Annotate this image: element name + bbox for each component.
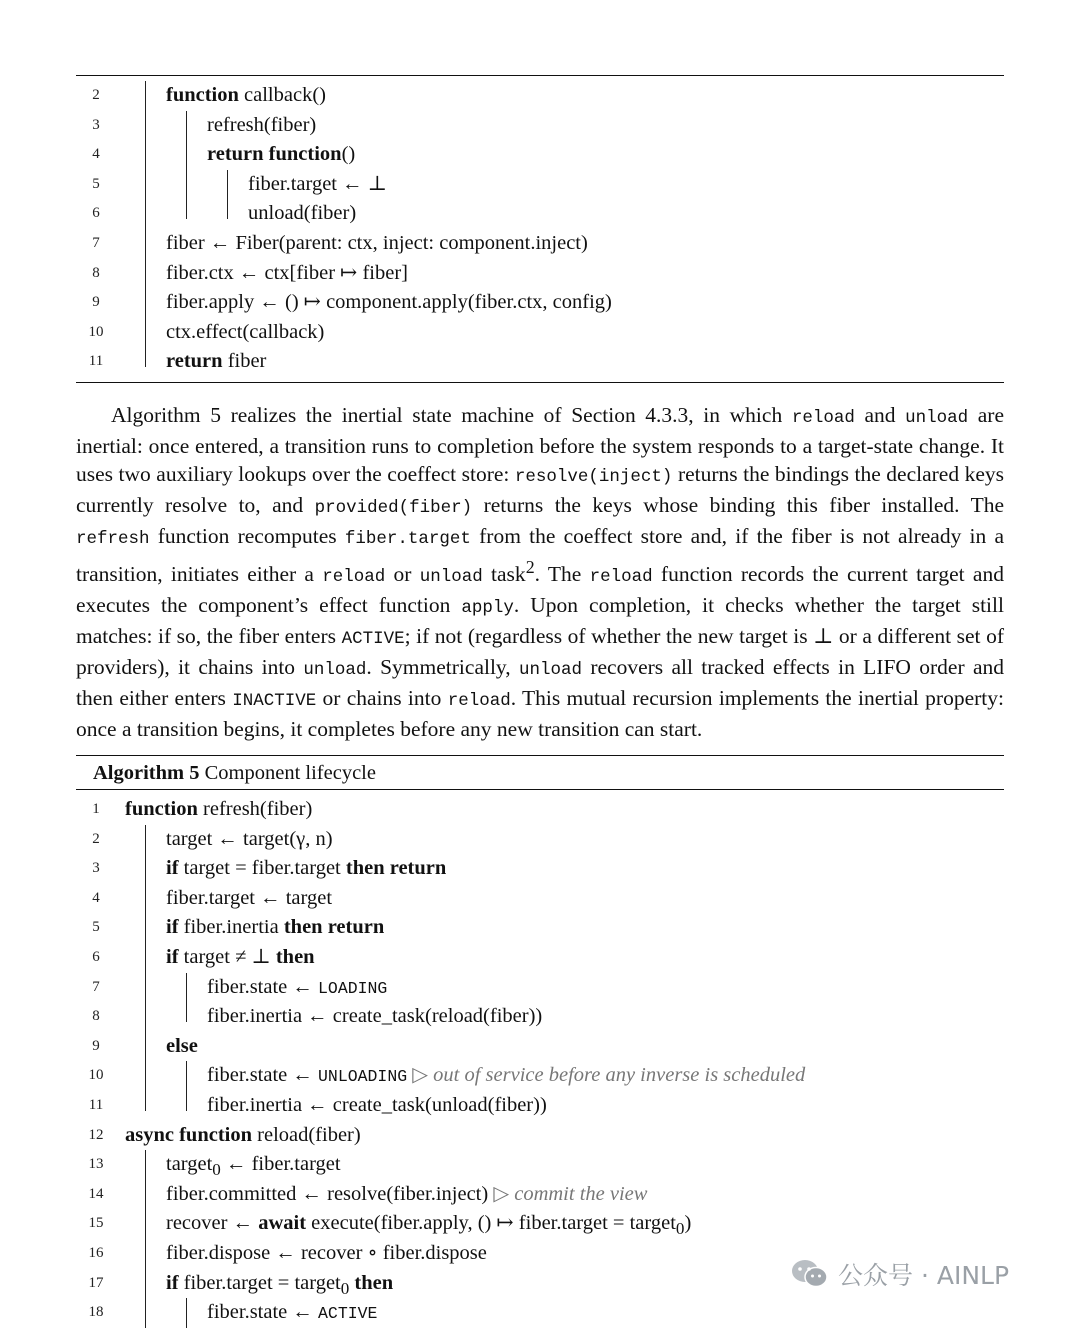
algorithm-line — [76, 170, 1004, 200]
text-segment: fiber.target = target — [178, 1271, 341, 1294]
text-segment: fiber.target ← ⊥ — [248, 172, 388, 195]
line-number: 4 — [92, 889, 100, 906]
text-segment: fiber.ctx ← ctx[fiber ↦ fiber] — [166, 261, 409, 284]
algorithm-line — [76, 1061, 1004, 1091]
algorithm-5-caption — [93, 758, 376, 788]
text-segment: fiber.dispose ← recover ∘ fiber.dispose — [166, 1241, 487, 1264]
code-token: resolve(inject) — [514, 467, 673, 487]
top-algorithm-top-rule — [76, 75, 1004, 76]
text-segment: recover ← — [166, 1212, 259, 1235]
top-algorithm-bottom-rule — [76, 382, 1004, 383]
indent-rule — [227, 170, 228, 200]
keyword: if — [166, 916, 179, 939]
text-segment: or chains into — [316, 686, 448, 711]
text-segment: fiber ← Fiber(parent: ctx, inject: component.inject) — [166, 231, 588, 254]
text-segment: fiber.inertia — [178, 916, 284, 939]
line-number: 4 — [92, 146, 100, 163]
text-segment: or — [385, 562, 420, 587]
keyword: function — [166, 84, 239, 106]
indent-rule — [186, 170, 187, 200]
text-segment: unload(fiber) — [248, 202, 357, 225]
text-segment: . The — [534, 562, 590, 587]
algorithm-line — [76, 1002, 1004, 1032]
algorithm-5-body — [76, 795, 1004, 1328]
text-segment: . Upon completion, it checks whether the target still matches: if so, the fiber enters — [76, 593, 1004, 649]
text-segment: fiber.state ← — [207, 975, 319, 998]
line-code — [207, 1091, 547, 1121]
code-token: unload — [518, 660, 582, 681]
line-number: 2 — [92, 830, 100, 847]
code-token: INACTIVE — [232, 691, 317, 712]
line-number: 14 — [88, 1185, 104, 1202]
algorithm-line — [76, 1209, 1004, 1239]
line-number: 7 — [92, 978, 100, 995]
algorithm-line — [76, 1091, 1004, 1121]
text-segment: ctx.effect(callback) — [166, 320, 325, 343]
line-code — [207, 1061, 805, 1092]
indent-rule — [145, 229, 146, 259]
text-segment: Algorithm 5 realizes the inertial state machine of Section 4.3.3, in which — [111, 403, 792, 427]
line-number: 8 — [92, 264, 100, 281]
code-token: fiber.target — [344, 529, 471, 549]
text-segment: callback() — [238, 84, 326, 106]
text-segment: recovers all tracked effects in LIFO order and then either enters — [76, 655, 1004, 711]
indent-rule — [145, 1061, 146, 1091]
algorithm-line — [76, 259, 1004, 289]
keyword: else — [166, 1034, 198, 1057]
algorithm-line — [76, 1121, 1004, 1151]
line-code — [125, 795, 312, 825]
indent-rule — [227, 199, 228, 219]
text-segment: ▷ — [407, 1064, 434, 1087]
indent-rule — [145, 1002, 146, 1032]
indent-rule — [145, 1091, 146, 1111]
line-code — [207, 140, 355, 170]
line-number: 3 — [92, 116, 100, 133]
text-segment: function recomputes — [149, 524, 345, 548]
indent-rule — [186, 1091, 187, 1111]
watermark — [790, 1256, 1009, 1292]
line-number: 1 — [92, 801, 100, 817]
line-code — [207, 1002, 542, 1032]
code-token: refresh — [76, 529, 150, 549]
code-token: unload — [905, 408, 969, 428]
keyword: if — [166, 1271, 179, 1294]
indent-rule — [145, 140, 146, 170]
footnote-mark: 2 — [525, 557, 535, 577]
line-number: 9 — [92, 294, 100, 311]
line-code — [166, 825, 333, 855]
indent-rule — [145, 1150, 146, 1180]
text-segment: returns the keys whose binding this fiber installed. The — [472, 493, 1005, 517]
algorithm-5-caption-text: Component lifecycle — [204, 762, 376, 784]
indent-rule — [186, 111, 187, 141]
indent-rule — [145, 111, 146, 141]
line-code — [166, 913, 384, 943]
indent-rule — [186, 1002, 187, 1022]
line-number: 5 — [92, 175, 100, 192]
keyword: then — [354, 1271, 394, 1294]
indent-rule — [145, 825, 146, 855]
line-number: 12 — [88, 1126, 104, 1143]
line-number: 11 — [88, 1096, 104, 1113]
indent-rule — [186, 140, 187, 170]
algorithm-5-top-rule — [76, 755, 1004, 756]
algorithm-line — [76, 973, 1004, 1003]
text-segment: reload(fiber) — [252, 1123, 361, 1146]
algorithm-line — [76, 825, 1004, 855]
line-number: 3 — [92, 860, 100, 877]
indent-rule — [186, 973, 187, 1003]
subscript: 0 — [340, 1278, 350, 1298]
algorithm-line — [76, 288, 1004, 318]
text-segment: fiber.target ← target — [166, 886, 333, 909]
text-segment: function records the current target and executes the component’s effect function — [76, 562, 1004, 618]
code-token: reload — [322, 567, 386, 588]
text-segment: ) — [684, 1212, 692, 1235]
algorithm-line — [76, 884, 1004, 914]
text-segment: and — [854, 403, 906, 427]
indent-rule — [145, 854, 146, 884]
indent-rule — [145, 288, 146, 318]
text-segment: fiber.state ← — [207, 1301, 319, 1324]
watermark-text: 公众号 · AINLP — [838, 1261, 1010, 1290]
line-number: 10 — [88, 323, 104, 340]
indent-rule — [145, 170, 146, 200]
text-segment: refresh(fiber) — [207, 113, 317, 136]
indent-rule — [145, 81, 146, 111]
text-segment: are inertial: once entered, a transition runs to completion before the system responds to a target-state change. It uses two auxiliary lookups over the coeffect store: — [76, 403, 1004, 486]
line-code — [166, 943, 315, 973]
text-segment: () — [341, 143, 356, 166]
text-segment: returns the bindings the declared keys currently resolve to, and — [76, 462, 1004, 517]
text-segment: fiber.committed ← resolve(fiber.inject) — [166, 1182, 494, 1205]
keyword: function — [125, 798, 198, 820]
indent-rule — [145, 1298, 146, 1328]
line-code — [125, 1121, 361, 1151]
line-code — [166, 1180, 647, 1210]
text-segment: ; if not (regardless of whether the new target is ⊥ or a different set of providers), it chains into — [76, 624, 1004, 680]
text-segment: task — [482, 562, 526, 587]
keyword: async function — [125, 1123, 253, 1146]
line-number: 6 — [92, 948, 100, 965]
indent-rule — [145, 1180, 146, 1210]
line-number: 15 — [88, 1215, 104, 1232]
line-code — [207, 973, 387, 1004]
code-token: LOADING — [318, 978, 388, 998]
text-segment: target ← target(γ, n) — [166, 827, 333, 850]
code-token: provided(fiber) — [314, 498, 473, 518]
algorithm-line — [76, 111, 1004, 141]
algorithm-line — [76, 854, 1004, 884]
indent-rule — [186, 199, 187, 219]
line-code — [207, 111, 316, 141]
keyword: if — [166, 857, 179, 880]
text-segment: fiber.apply ← () ↦ component.apply(fiber.ctx, config) — [166, 291, 612, 314]
text-segment: . Symmetrically, — [366, 655, 519, 680]
algorithm-line — [76, 795, 1004, 825]
keyword: await — [258, 1212, 307, 1235]
text-segment: fiber.inertia ← create_task(unload(fiber)) — [207, 1093, 547, 1116]
indent-rule — [145, 973, 146, 1003]
indent-rule — [145, 259, 146, 289]
text-segment: target — [166, 1153, 213, 1176]
line-code — [166, 318, 324, 348]
line-number: 6 — [92, 205, 100, 222]
indent-rule — [186, 1298, 187, 1328]
text-segment: refresh(fiber) — [197, 798, 313, 820]
line-code — [166, 81, 326, 111]
line-code — [166, 1032, 198, 1062]
line-code — [166, 854, 446, 884]
code-token: ACTIVE — [341, 629, 405, 650]
text-segment: fiber.state ← — [207, 1064, 319, 1087]
algorithm-line — [76, 347, 1004, 377]
line-number: 8 — [92, 1008, 100, 1025]
text-segment: . This mutual recursion implements the inertial property: once a transition begins, it completes before any new transition can start. — [76, 686, 1004, 742]
text-segment: ← fiber.target — [220, 1153, 341, 1176]
algorithm-line — [76, 1032, 1004, 1062]
indent-rule — [145, 347, 146, 367]
algorithm-line — [76, 1298, 1004, 1328]
keyword: return function — [207, 143, 342, 166]
line-number: 7 — [92, 234, 100, 251]
wechat-icon — [790, 1258, 830, 1290]
algorithm-line — [76, 943, 1004, 973]
indent-rule — [145, 1239, 146, 1269]
algorithm-5-caption-rule — [76, 789, 1004, 790]
line-code — [166, 288, 612, 318]
line-number: 16 — [88, 1244, 104, 1261]
line-code — [166, 229, 588, 259]
code-token: reload — [791, 408, 855, 428]
text-segment: fiber.inertia ← create_task(reload(fiber)) — [207, 1005, 543, 1028]
line-code — [248, 199, 356, 229]
line-number: 17 — [88, 1274, 104, 1291]
algorithm-line — [76, 1150, 1004, 1180]
code-token: apply — [461, 598, 514, 619]
line-number: 5 — [92, 919, 100, 936]
code-token: reload — [447, 691, 511, 712]
line-code — [166, 347, 266, 377]
code-token: unload — [419, 567, 483, 588]
algorithm-top-continuation — [76, 81, 1004, 377]
indent-rule — [145, 913, 146, 943]
text-segment: target = fiber.target — [178, 857, 346, 880]
line-number: 11 — [88, 353, 104, 370]
comment-text: commit the view — [514, 1182, 648, 1205]
keyword: if — [166, 945, 179, 968]
indent-rule — [145, 1269, 146, 1299]
line-number: 13 — [88, 1156, 104, 1173]
algorithm-line — [76, 140, 1004, 170]
text-segment: execute(fiber.apply, () ↦ fiber.target = target — [306, 1212, 676, 1235]
indent-rule — [145, 1209, 146, 1239]
text-segment: ▷ — [493, 1182, 515, 1205]
line-number: 18 — [88, 1304, 104, 1321]
algorithm-5-label: Algorithm 5 — [93, 762, 200, 784]
keyword: then return — [283, 916, 385, 939]
algorithm-line — [76, 318, 1004, 348]
code-token: reload — [589, 567, 653, 588]
algorithm-line — [76, 199, 1004, 229]
text-segment: target ≠ ⊥ — [178, 945, 276, 968]
keyword: then return — [345, 857, 447, 880]
text-segment: fiber — [222, 350, 267, 373]
line-code — [207, 1298, 377, 1329]
body-paragraph — [76, 401, 1004, 743]
indent-rule — [145, 884, 146, 914]
indent-rule — [145, 943, 146, 973]
algorithm-line — [76, 913, 1004, 943]
text-segment: from the coeffect store and, if the fiber is not already in a transition, initiates either a — [76, 524, 1004, 587]
line-number: 9 — [92, 1037, 100, 1054]
code-token: unload — [303, 660, 367, 681]
indent-rule — [186, 1061, 187, 1091]
line-code — [166, 259, 408, 289]
indent-rule — [145, 318, 146, 348]
comment-text: out of service before any inverse is scheduled — [433, 1064, 806, 1087]
code-token: ACTIVE — [318, 1304, 378, 1324]
keyword: then — [275, 945, 315, 968]
keyword: return — [166, 350, 223, 373]
code-token: UNLOADING — [318, 1067, 408, 1087]
algorithm-line — [76, 81, 1004, 111]
indent-rule — [145, 199, 146, 229]
subscript: 0 — [675, 1219, 685, 1239]
algorithm-line — [76, 229, 1004, 259]
line-number: 10 — [88, 1067, 104, 1084]
line-code — [248, 170, 387, 200]
indent-rule — [145, 1032, 146, 1062]
line-code — [166, 884, 332, 914]
subscript: 0 — [212, 1160, 221, 1180]
algorithm-line — [76, 1180, 1004, 1210]
line-code — [166, 1239, 487, 1269]
line-number: 2 — [92, 87, 100, 103]
